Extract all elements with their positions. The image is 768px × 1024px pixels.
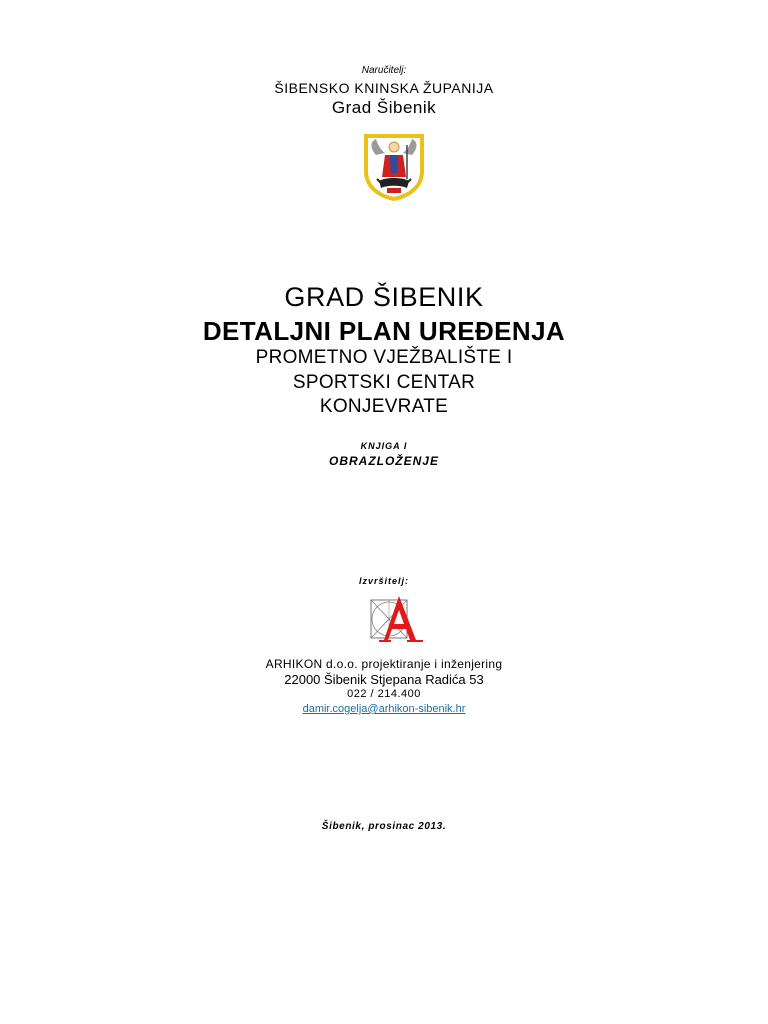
dateline: Šibenik, prosinac 2013. bbox=[321, 821, 447, 832]
title-subject-line-3: KONJEVRATE bbox=[319, 396, 449, 417]
city-coat-of-arms-icon bbox=[363, 133, 425, 201]
executor-company: ARHIKON d.o.o. projektiranje i inženjering bbox=[265, 657, 503, 671]
book-title: OBRAZLOŽENJE bbox=[328, 454, 439, 468]
title-plan: DETALJNI PLAN UREĐENJA bbox=[202, 316, 566, 346]
title-subject-line-1: PROMETNO VJEŽBALIŠTE I bbox=[255, 347, 513, 368]
title-subject-line-2: SPORTSKI CENTAR bbox=[292, 372, 476, 393]
title-city: GRAD ŠIBENIK bbox=[284, 282, 484, 312]
county-name: ŠIBENSKO KNINSKA ŽUPANIJA bbox=[274, 80, 494, 96]
executor-phone: 022 / 214.400 bbox=[347, 688, 421, 700]
executor-email-link[interactable]: damir.cogelja@arhikon-sibenik.hr bbox=[302, 703, 466, 715]
arhikon-logo-icon bbox=[369, 594, 429, 644]
executor-address: 22000 Šibenik Stjepana Radića 53 bbox=[284, 672, 484, 687]
executor-label: Izvršitelj: bbox=[358, 576, 409, 586]
city-name: Grad Šibenik bbox=[331, 98, 437, 117]
book-label: KNJIGA I bbox=[360, 441, 408, 451]
client-label: Naručitelj: bbox=[361, 65, 407, 76]
